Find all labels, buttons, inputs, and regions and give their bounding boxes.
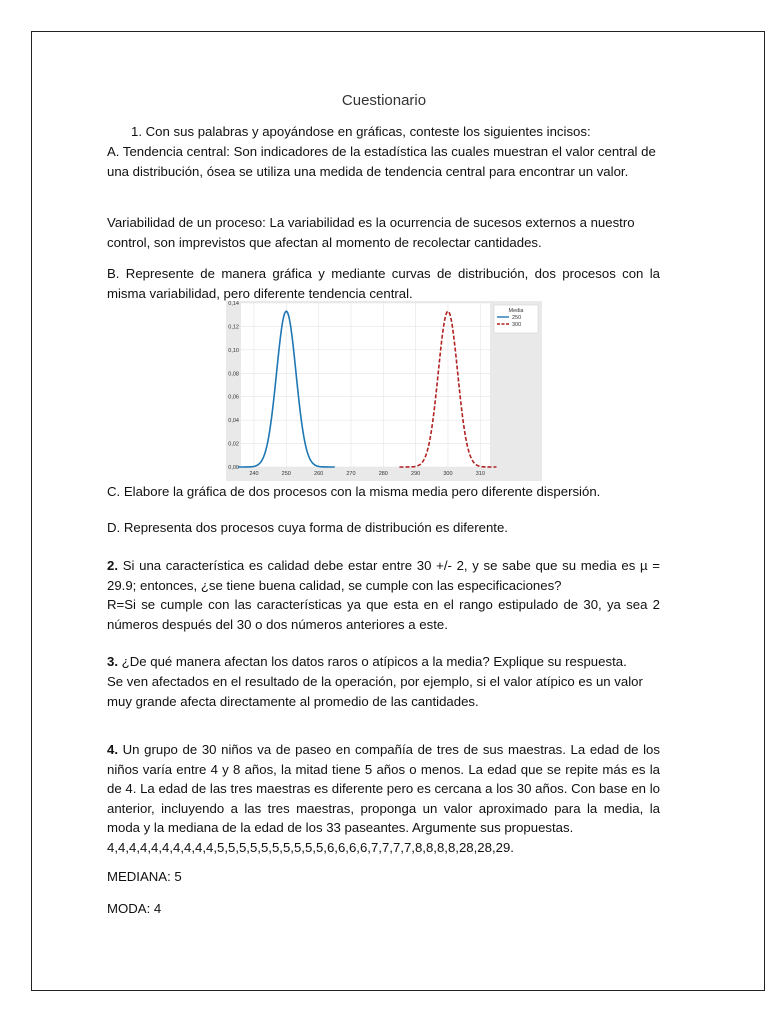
- x-tick-label: 300: [443, 471, 453, 477]
- question-3: [107, 652, 660, 672]
- legend-label-300: 300: [512, 322, 522, 328]
- x-tick-label: 290: [411, 471, 421, 477]
- y-tick-label: 0,00: [228, 465, 239, 471]
- y-tick-label: 0,06: [228, 394, 239, 401]
- question-2: [107, 556, 660, 595]
- prompt-c: C. Elabore la gráfica de dos procesos con la misma media pero diferente dispersión.: [107, 484, 601, 499]
- question-1-intro: 1. Con sus palabras y apoyándose en gráficas, conteste los siguientes incisos:: [131, 124, 591, 139]
- x-tick-label: 260: [314, 471, 324, 477]
- age-data-list: 4,4,4,4,4,4,4,4,4,4,5,5,5,5,5,5,5,5,5,5,6,6,6,6,7,7,7,7,8,8,8,8,28,28,29.: [107, 840, 514, 855]
- x-tick-label: 280: [378, 471, 388, 477]
- moda-label: MODA: 4: [107, 901, 162, 916]
- y-tick-label: 0,10: [228, 347, 239, 354]
- answer-a-tendencia-central: A. Tendencia central: Son indicadores de la estadística las cuales muestran el valor central de una distribución, ósea se utiliza una medida de tendencia central para encontrar un valor.: [107, 144, 656, 179]
- legend-label-250: 250: [512, 315, 522, 321]
- distribution-chart: [226, 301, 542, 481]
- y-tick-label: 0,08: [228, 371, 239, 378]
- answer-3: Se ven afectados en el resultado de la operación, por ejemplo, si el valor atípico es un valor muy grande afecta directamente al promedio de las cantidades.: [107, 674, 643, 709]
- question-4-number: 4.: [107, 742, 118, 757]
- question-2-number: 2.: [107, 558, 118, 573]
- answer-a-variabilidad: Variabilidad de un proceso: La variabilidad es la ocurrencia de sucesos externos a nuestro control, son imprevistos que afectan al momento de recolectar cantidades.: [107, 215, 635, 250]
- question-2-text: Si una característica es calidad debe estar entre 30 +/- 2, y se sabe que su media es µ = 29.9; entonces, ¿se tiene buena calidad, se cumple con las especificaciones?: [107, 558, 660, 593]
- legend-title: Media: [508, 308, 524, 314]
- prompt-b: B. Represente de manera gráfica y mediante curvas de distribución, dos procesos con la misma variabilidad, pero diferente tendencia central.: [107, 266, 660, 301]
- x-tick-label: 310: [475, 471, 485, 477]
- y-tick-label: 0,04: [228, 418, 239, 425]
- x-tick-label: 270: [346, 471, 356, 477]
- document-title: Cuestionario: [341, 92, 427, 109]
- question-3-text: ¿De qué manera afectan los datos raros o atípicos a la media? Explique su respuesta.: [118, 654, 627, 669]
- y-tick-label: 0,14: [228, 301, 239, 307]
- y-tick-label: 0,02: [228, 441, 239, 448]
- x-tick-label: 250: [281, 471, 291, 477]
- x-tick-label: 240: [249, 471, 259, 477]
- question-3-number: 3.: [107, 654, 118, 669]
- mediana-label: MEDIANA: 5: [107, 869, 182, 884]
- y-tick-label: 0,12: [228, 324, 239, 331]
- question-4: [107, 740, 660, 838]
- prompt-d: D. Representa dos procesos cuya forma de distribución es diferente.: [107, 520, 508, 535]
- answer-2: R=Si se cumple con las características ya que esta en el rango estipulado de 30, ya sea 2 números después del 30 o dos números anteriores a este.: [107, 597, 660, 632]
- question-4-text: Un grupo de 30 niños va de paseo en compañía de tres de sus maestras. La edad de los niños varía entre 4 y 8 años, la mitad tiene 5 años o menos. La edad que se repite más es la de 4. La edad de las tres maestras es diferente pero es cercana a los 30 años. Con base en lo anterior, incluyendo a las tres maestras, proponga un valor aproximado para la media, la moda y la mediana de la edad de los 33 paseantes. Argumente sus propuestas.: [107, 742, 660, 836]
